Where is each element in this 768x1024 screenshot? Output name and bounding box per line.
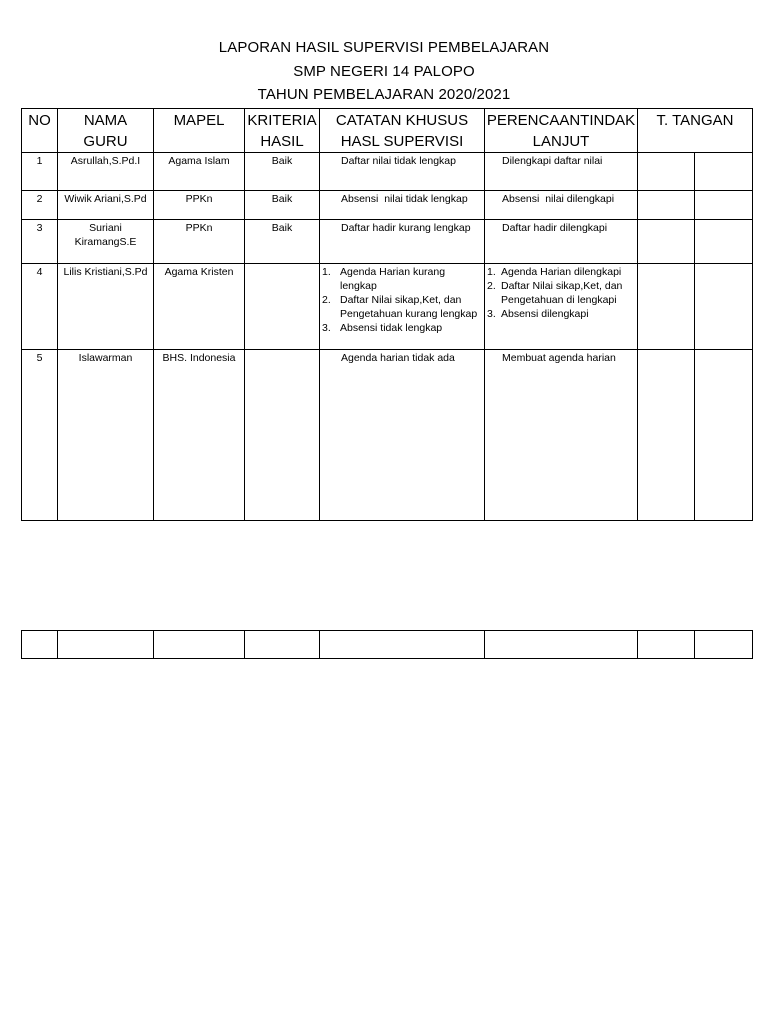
cell-no: 2 xyxy=(22,191,58,220)
report-title: LAPORAN HASIL SUPERVISI PEMBELAJARAN xyxy=(218,39,550,56)
cell-perencanaan: Daftar hadir dilengkapi xyxy=(485,220,638,264)
empty-cell xyxy=(58,631,154,659)
nama-line: KiramangS.E xyxy=(74,236,137,248)
header-line: HASL SUPERVISI xyxy=(340,133,464,150)
cell-signature xyxy=(638,350,695,521)
empty-cell xyxy=(320,631,485,659)
header-line: KRITERIA xyxy=(247,112,317,129)
catatan-list xyxy=(320,265,484,335)
cell-signature xyxy=(638,264,695,350)
list-number: 1. xyxy=(322,266,331,278)
header-line: HASIL xyxy=(260,133,304,150)
perencanaan-list xyxy=(485,265,637,321)
cell-nama: Asrullah,S.Pd.I xyxy=(58,153,154,191)
cell-signature xyxy=(695,350,753,521)
list-item xyxy=(485,307,637,321)
academic-year: TAHUN PEMBELAJARAN 2020/2021 xyxy=(257,86,511,103)
cell-signature xyxy=(695,153,753,191)
cell-kriteria xyxy=(245,350,320,521)
cell-kriteria: Baik xyxy=(245,191,320,220)
header-no: NO xyxy=(22,109,58,153)
cell-catatan xyxy=(320,264,485,350)
list-item xyxy=(320,321,484,335)
list-text: Daftar Nilai sikap,Ket, dan Pengetahuan di lengkapi xyxy=(501,280,623,306)
header-nama-guru xyxy=(58,109,154,153)
table-row xyxy=(22,220,753,264)
list-item xyxy=(320,293,484,321)
empty-cell xyxy=(154,631,245,659)
cell-mapel: Agama Islam xyxy=(154,153,245,191)
cell-nama: Wiwik Ariani,S.Pd xyxy=(58,191,154,220)
list-text: Absensi dilengkapi xyxy=(501,308,589,320)
header-line: GURU xyxy=(83,133,128,150)
list-number: 3. xyxy=(322,322,331,334)
cell-no: 5 xyxy=(22,350,58,521)
empty-table-row-block xyxy=(21,630,753,659)
list-text: Agenda Harian kurang lengkap xyxy=(340,266,446,292)
list-item xyxy=(485,279,637,307)
header-t-tangan: T. TANGAN xyxy=(638,109,753,153)
header-line: NAMA xyxy=(83,112,128,129)
empty-cell xyxy=(638,631,695,659)
table-row xyxy=(22,264,753,350)
cell-kriteria: Baik xyxy=(245,153,320,191)
nama-line: Suriani xyxy=(89,222,122,234)
cell-kriteria xyxy=(245,264,320,350)
cell-signature xyxy=(695,220,753,264)
cell-mapel: Agama Kristen xyxy=(154,264,245,350)
header-catatan-khusus xyxy=(320,109,485,153)
cell-catatan: Daftar hadir kurang lengkap xyxy=(320,220,485,264)
list-number: 3. xyxy=(487,308,496,320)
cell-nama: Lilis Kristiani,S.Pd xyxy=(58,264,154,350)
table-row xyxy=(22,153,753,191)
list-text: Absensi tidak lengkap xyxy=(340,322,443,334)
cell-signature xyxy=(638,153,695,191)
cell-perencanaan: Dilengkapi daftar nilai xyxy=(485,153,638,191)
empty-cell xyxy=(245,631,320,659)
cell-nama xyxy=(58,220,154,264)
header-kriteria-hasil xyxy=(245,109,320,153)
list-item xyxy=(320,265,484,293)
cell-signature xyxy=(638,220,695,264)
cell-no: 3 xyxy=(22,220,58,264)
table-row xyxy=(22,350,753,521)
empty-row xyxy=(22,631,753,659)
cell-mapel: PPKn xyxy=(154,191,245,220)
list-number: 2. xyxy=(487,280,496,292)
cell-catatan: Absensi nilai tidak lengkap xyxy=(320,191,485,220)
cell-no: 1 xyxy=(22,153,58,191)
header-line: PERENCAANTINDAK xyxy=(486,112,636,129)
header-line: LANJUT xyxy=(532,133,590,150)
list-number: 1. xyxy=(487,266,496,278)
cell-mapel: BHS. Indonesia xyxy=(154,350,245,521)
cell-signature xyxy=(695,191,753,220)
list-number: 2. xyxy=(322,294,331,306)
list-text: Daftar Nilai sikap,Ket, dan Pengetahuan kurang lengkap xyxy=(340,294,478,320)
cell-perencanaan xyxy=(485,264,638,350)
cell-kriteria: Baik xyxy=(245,220,320,264)
empty-cell xyxy=(485,631,638,659)
cell-no: 4 xyxy=(22,264,58,350)
cell-mapel: PPKn xyxy=(154,220,245,264)
cell-nama: Islawarman xyxy=(58,350,154,521)
header-perencanaan xyxy=(485,109,638,153)
document-title xyxy=(0,36,768,107)
cell-signature xyxy=(695,264,753,350)
header-line: CATATAN KHUSUS xyxy=(335,112,469,129)
supervision-table xyxy=(21,108,753,521)
school-name: SMP NEGERI 14 PALOPO xyxy=(293,62,475,80)
empty-cell xyxy=(22,631,58,659)
cell-catatan: Agenda harian tidak ada xyxy=(320,350,485,521)
table-row xyxy=(22,191,753,220)
cell-catatan: Daftar nilai tidak lengkap xyxy=(320,153,485,191)
empty-cell xyxy=(695,631,753,659)
header-mapel: MAPEL xyxy=(154,109,245,153)
table-header-row xyxy=(22,109,753,153)
cell-signature xyxy=(638,191,695,220)
cell-perencanaan: Membuat agenda harian xyxy=(485,350,638,521)
cell-perencanaan: Absensi nilai dilengkapi xyxy=(485,191,638,220)
list-item xyxy=(485,265,637,279)
list-text: Agenda Harian dilengkapi xyxy=(501,266,622,278)
